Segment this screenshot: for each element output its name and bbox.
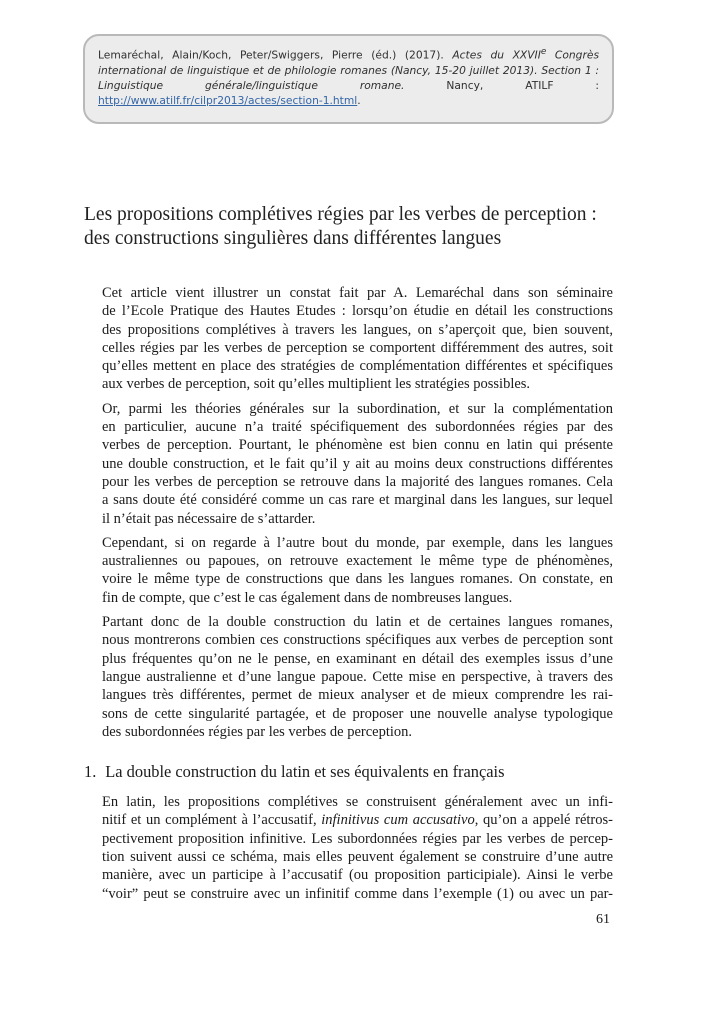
paragraph [84,534,613,607]
citation-line [98,63,599,78]
text-line: celles régies par les verbes de perception se comportent différemment des autres, soit [102,339,613,356]
text-line: de l’Ecole Pratique des Hautes Etudes : lorsqu’on étudie en détail les constructions [102,303,613,320]
text-line: aux verbes de perception, soit qu’elles multiplient les stratégies possibles. [102,376,531,393]
text-line: pour les verbes de perception se retrouve dans la majorité des langues romanes. Cela [102,473,613,490]
text-line: Or, parmi les théories générales sur la subordination, et sur la complémentation [102,400,613,417]
text-line: Partant donc de la double construction du latin et de certaines langues romanes, [102,614,613,631]
text-line: sons de cette singularité partagée, et de proposer une nouvelle analyse typologique [102,705,613,722]
article-title [84,203,644,251]
text-line: fin de compte, que c’est le cas également dans de nombreuses langues. [102,589,513,606]
text-line: nous montrerons combien ces constructions spécifiques aux verbes de perception sont [102,632,613,649]
text-line: Cet article vient illustrer un constat fait par A. Lemaréchal dans son séminaire [102,285,613,301]
page-number: 61 [596,912,610,927]
citation-title: Actes du XXVII [452,48,541,62]
paragraph [84,613,613,741]
text-line: tion suivent aussi ce schéma, mais elles peuvent également se construire d’une autre [102,849,613,866]
text-line: il n’était pas nécessaire de s’attarder. [102,510,316,527]
paragraph [84,400,613,528]
text-line: langue australienne et d’une langue papoue. Cette mise en perspective, à travers des [102,668,613,685]
citation-title: Linguistique générale/linguistique romane. [98,78,405,92]
citation-publisher: Nancy, ATILF : [404,78,599,92]
text-line: une double construction, et le fait qu’il y ait au moins deux constructions différentes [102,455,613,472]
citation-authors: Lemaréchal, Alain/Koch, Peter/Swiggers, Pierre (éd.) (2017). [98,48,453,62]
citation-link[interactable]: http://www.atilf.fr/cilpr2013/actes/section-1.html [98,93,358,107]
text-line: verbes de perception. Pourtant, le phénomène est bien connu en latin qui présente [102,437,613,454]
citation-line [98,45,599,63]
text-line: a sans doute été considéré comme un cas rare et marginal dans les langues, sur lequel [102,492,613,509]
citation-superscript: e [540,47,547,57]
text-line: pectivement proposition infinitive. Les subordonnées régies par les verbes de percep- [102,830,613,847]
text-line: nitif et un complément à l’accusatif, infinitivus cum accusativo, qu’on a appelé rétros- [102,812,613,829]
citation-box [83,34,614,124]
text-line: des subordonnées régies par les verbes de perception. [102,723,413,740]
text-line: manière, avec un participe à l’accusatif (ou proposition participiale). Ainsi le verbe [102,867,613,884]
citation-link-suffix: . [357,93,361,107]
paragraph [84,284,613,394]
body-text [84,284,613,909]
text-line: qu’elles mettent en place des stratégies de complémentation différentes et spécifiques [102,358,613,375]
citation-line [98,78,599,93]
text-line: australiennes ou papoues, on retrouve exactement le même type de phénomènes, [102,553,613,570]
text-line: langues très différentes, permet de mieux analyser et de mieux comprendre les rai- [102,687,613,704]
text-line: voire le même type de constructions que dans les langues romanes. On constate, en [102,571,613,588]
text-line: Cependant, si on regarde à l’autre bout du monde, par exemple, dans les langues [102,534,613,551]
article-title-line: des constructions singulières dans différentes langues [84,228,502,249]
text-line: des propositions complétives à travers les langues, on s’aperçoit que, bien souvent, [102,321,613,338]
citation-line [98,93,599,108]
article-title-line: Les propositions complétives régies par les verbes de perception : [84,204,597,225]
section-heading [84,762,613,782]
paragraph [84,793,613,903]
text-line: plus fréquentes qu’on ne le pense, en examinant en détail des exemples issus d’une [102,650,613,667]
text-line: “voir” peut se construire avec un infinitif comme dans l’exemple (1) ou avec un par- [102,885,613,902]
citation-title: Congrès [546,48,600,62]
latin-term: infinitivus cum accusativo [321,812,475,829]
section-title: La double construction du latin et ses équivalents en français [105,762,505,782]
citation-title: international de linguistique et de philologie romanes (Nancy, 15-20 juillet 2013). Section 1 : [98,63,599,77]
text-line: en particulier, aucune n’a traité spécifiquement des subordonnées régies par des [102,419,613,436]
section-number: 1. [84,762,97,782]
text-line: En latin, les propositions complétives se construisent généralement avec un infi- [102,794,613,811]
